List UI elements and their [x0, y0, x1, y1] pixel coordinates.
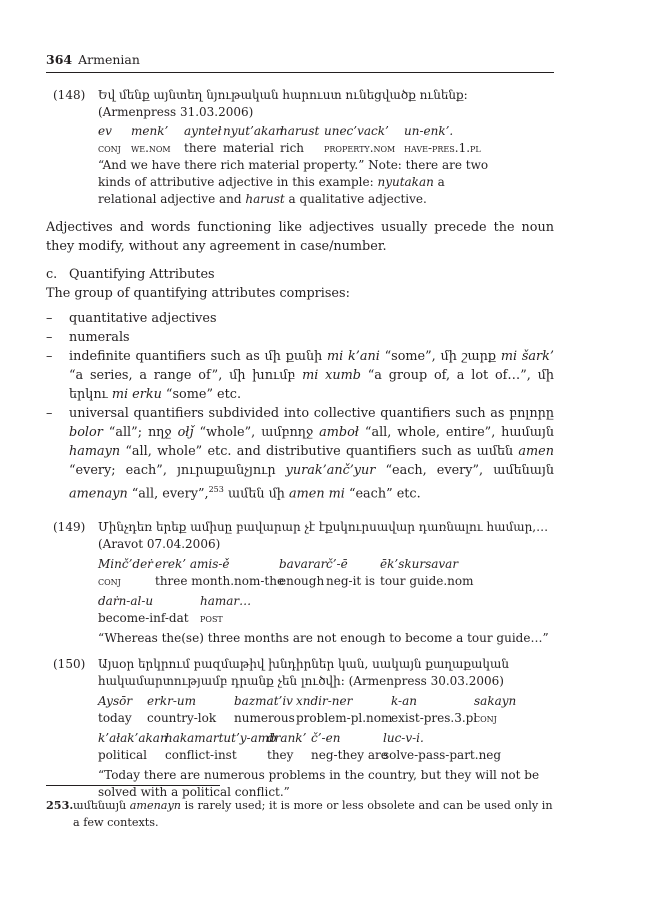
gloss-source-word: erek’ amis-ě	[155, 557, 230, 572]
example-148	[46, 87, 554, 208]
page-body	[46, 52, 554, 801]
interlinear-gloss	[98, 693, 554, 727]
interlinear-gloss	[98, 556, 554, 590]
section-title: Quantifying Attributes	[69, 267, 215, 282]
gloss-label: conflict-inst	[165, 748, 237, 763]
gloss-source-word: č’-ē	[326, 557, 348, 572]
gloss-source-word: xndir-ner	[296, 694, 353, 709]
list-item: – quantitative adjectives	[46, 311, 217, 326]
list-item: – indefinite quantifiers such as մի քանի mi k’ani “some”, մի շարք mi šark’ “a series, a range of”, մի խումբ mi xumb “a group of, a lot of…”, մի երկու mi erku “some” etc.	[46, 349, 554, 402]
gloss-label: numerous	[234, 711, 295, 726]
quantifier-list	[46, 309, 554, 503]
example-translation: “Whereas the(se) three months are not enough to become a tour guide…”	[98, 631, 549, 646]
gloss-label: material	[223, 141, 275, 155]
example-number: (150)	[53, 657, 86, 672]
gloss-source-word: bazmat’iv	[234, 694, 293, 709]
gloss-source-word: harust	[280, 124, 320, 138]
gloss-source-word: daṙn-al-u	[98, 594, 154, 609]
gloss-label: tour guide.nom	[380, 574, 474, 589]
gloss-label: country-lok	[147, 711, 217, 726]
gloss-source-word: drank’	[267, 731, 307, 746]
gloss-source-word: č’-en	[311, 731, 341, 746]
example-translation: “And we have there rich material property.” Note: there are two kinds of attributive adjective in this example: nyutakan a relational adjective and harust a qualitative adjective.	[98, 158, 489, 206]
gloss-source-word: ēk’skursavar	[380, 557, 459, 572]
gloss-source-word: sakayn	[474, 694, 517, 709]
example-149	[46, 519, 554, 647]
gloss-label: have-pres.1.pl	[404, 141, 481, 155]
armenian-sentence: Եվ մենք այնտեղ նյութական հարուստ ունեցվածք ունենք։	[98, 88, 468, 102]
running-header	[46, 52, 554, 73]
gloss-label: neg-it is	[326, 574, 376, 589]
section-heading	[46, 265, 554, 284]
gloss-source-word: unec’vack’	[324, 124, 389, 138]
gloss-source-word: bavarar	[279, 557, 327, 572]
gloss-label: political	[98, 748, 147, 763]
gloss-label: we.nom	[131, 141, 171, 155]
interlinear-gloss	[98, 593, 554, 627]
example-source: (Aravot 07.04.2006)	[98, 537, 221, 552]
footnote-divider	[46, 785, 220, 786]
section-letter: c.	[46, 267, 58, 282]
gloss-label: conj	[98, 141, 121, 155]
gloss-source-word: aynteł	[184, 124, 222, 138]
example-translation: “Today there are numerous problems in the country, but they will not be solved with a political conflict.”	[98, 768, 540, 800]
gloss-source-word: k-an	[391, 694, 417, 709]
interlinear-gloss	[98, 730, 554, 764]
gloss-source-word: luc-v-i.	[383, 731, 424, 746]
gloss-label: become-inf-dat	[98, 611, 189, 626]
gloss-source-word: Aysōr	[98, 694, 133, 709]
footnote-number: 253.	[46, 798, 74, 812]
gloss-label: today	[98, 711, 132, 726]
example-number: (148)	[53, 88, 86, 102]
list-item: – universal quantifiers subdivided into collective quantifiers such as բոլորը bolor “all”; ողջ ołǰ “whole”, ամբողջ amboł “all, whole, entire”, համայն hamayn “all, whole” etc. and distributive quantifiers such as ամեն amen “every; each”, յուրաքանչյուր yurak’anč’yur “each, every”, ամենայն amenayn “all, every”,$^{253}$ ամեն մի amen mi “each” etc.	[46, 406, 554, 502]
gloss-source-word: nyut’akan	[223, 124, 284, 138]
running-title: Armenian	[78, 52, 140, 67]
gloss-label: there	[184, 141, 217, 155]
example-number: (149)	[53, 520, 86, 535]
gloss-source-word: hamar…	[200, 594, 252, 609]
gloss-source-word: menk’	[131, 124, 169, 138]
gloss-label: solve-pass-part.neg	[383, 748, 502, 763]
gloss-label: rich	[280, 141, 305, 155]
page-number: 364	[46, 52, 73, 67]
gloss-label: neg-they are	[311, 748, 388, 763]
gloss-source-word: hakamartut’y-amb	[165, 731, 277, 746]
list-item: – numerals	[46, 330, 130, 345]
gloss-source-word: Minč’deṙ	[98, 557, 153, 572]
gloss-label: post	[200, 611, 223, 626]
gloss-source-word: ev	[98, 124, 112, 138]
example-150	[46, 656, 554, 801]
gloss-label: they	[267, 748, 294, 763]
gloss-label: property.nom	[324, 141, 396, 155]
paragraph: The group of quantifying attributes comprises:	[46, 286, 350, 301]
gloss-source-word: un-enk’.	[404, 124, 454, 138]
gloss-label: three month.nom-the	[155, 574, 285, 589]
gloss-source-word: erkr-um	[147, 694, 197, 709]
footnote-text: ամենայն amenayn is rarely used; it is more or less obsolete and can be used only in a few contexts.	[73, 799, 553, 829]
gloss-label: conj	[474, 711, 497, 726]
gloss-label: problem-pl.nom	[296, 711, 393, 726]
paragraph: Adjectives and words functioning like adjectives usually precede the noun they modify, without any agreement in case/number.	[46, 220, 554, 254]
gloss-source-word: k’ałak’akan	[98, 731, 168, 746]
gloss-label: enough	[279, 574, 325, 589]
interlinear-gloss	[98, 123, 554, 157]
gloss-label: exist-pres.3.pl	[391, 711, 478, 726]
armenian-sentence: Այսօր երկրում բազմաթիվ խնդիրներ կան, սակայն քաղաքական հակամարտությամբ դրանք չեն լուծվի։ (Armenpress 30.03.2006)	[98, 657, 509, 689]
example-source: (Armenpress 31.03.2006)	[98, 105, 254, 119]
armenian-sentence: Մինչդեռ երեք ամիսը բավարար չէ էքսկուրսավար դառնալու համար,…	[98, 520, 549, 535]
footnote-253	[46, 797, 554, 831]
footnote-ref[interactable]: 253	[208, 485, 224, 494]
gloss-label: conj	[98, 574, 121, 589]
